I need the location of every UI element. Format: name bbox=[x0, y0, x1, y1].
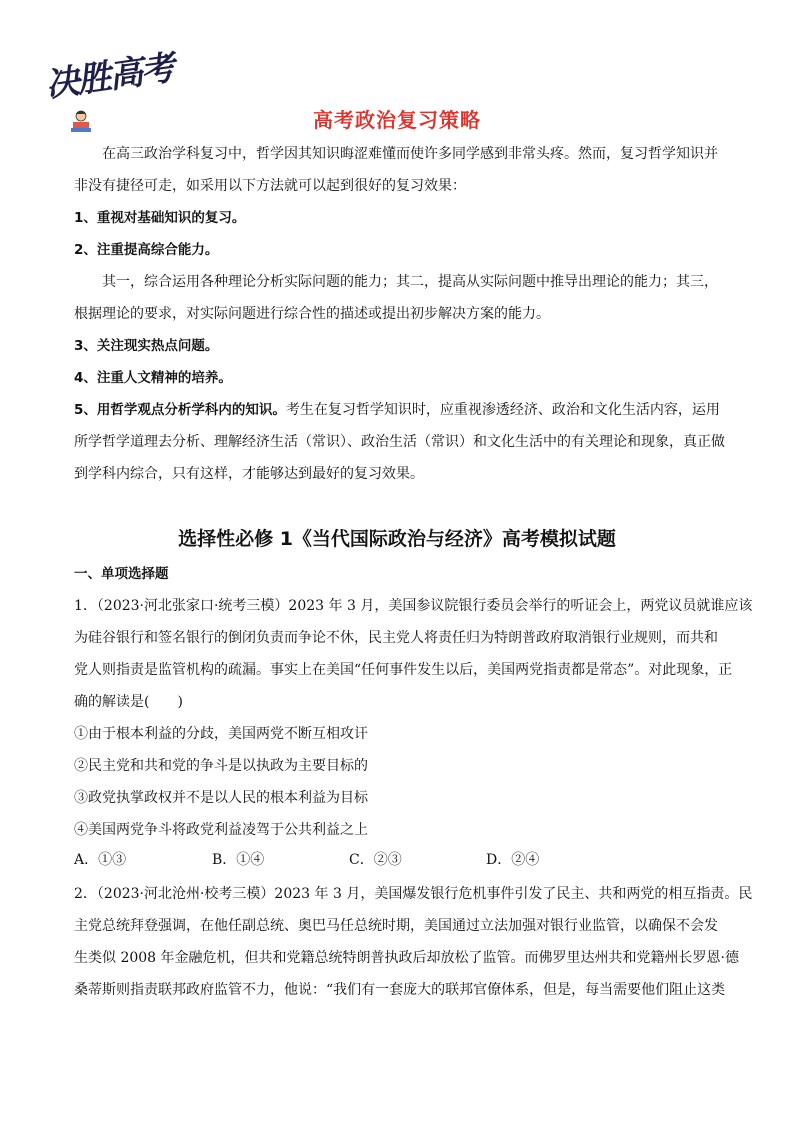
question-2-line: 桑蒂斯则指责联邦政府监管不力，他说：“我们有一套庞大的联邦官僚体系，但是，每当需要他们阻止这类 bbox=[74, 982, 726, 998]
section-title: 选择性必修 1《当代国际政治与经济》高考模拟试题 bbox=[178, 528, 616, 550]
question-1-line: 1．（2023·河北张家口·统考三模）2023 年 3 月，美国参议院银行委员会举行的听证会上，两党议员就谁应该 bbox=[74, 598, 753, 614]
question-2-line: 主党总统拜登强调，在他任副总统、奥巴马任总统时期，美国通过立法加强对银行业监管，以确保不会发 bbox=[74, 918, 718, 934]
question-2-line: 生类似 2008 年金融危机，但共和党籍总统特朗普执政后却放松了监管。而佛罗里达州共和党籍州长罗恩·德 bbox=[74, 950, 739, 966]
point-text: 考生在复习哲学知识时，应重视渗透经济、政治和文化生活内容，运用 bbox=[285, 402, 720, 418]
intro-line: 在高三政治学科复习中，哲学因其知识晦涩难懂而使许多同学感到非常头疼。然而，复习哲学知识并 bbox=[102, 146, 718, 162]
question-1-line: 为硅谷银行和签名银行的倒闭负责而争论不休，民主党人将责任归为特朗普政府取消银行业规则，而共和 bbox=[74, 630, 718, 646]
question-1-option: ④美国两党争斗将政党利益凌驾于公共利益之上 bbox=[74, 822, 368, 838]
intro-line: 非没有捷径可走，如采用以下方法就可以起到很好的复习效果： bbox=[74, 178, 466, 194]
point-text: 根据理论的要求，对实际问题进行综合性的描述或提出初步解决方案的能力。 bbox=[74, 306, 550, 322]
logo-text: 决胜高考 bbox=[43, 48, 176, 106]
point-text: 其一，综合运用各种理论分析实际问题的能力；其二，提高从实际问题中推导出理论的能力；其三， bbox=[102, 274, 718, 290]
question-1-option: ②民主党和共和党的争斗是以执政为主要目标的 bbox=[74, 758, 368, 774]
point-text: 到学科内综合，只有这样，才能够达到最好的复习效果。 bbox=[74, 466, 424, 482]
subsection-title: 一、单项选择题 bbox=[74, 566, 169, 582]
point-text: 所学哲学道理去分析、理解经济生活（常识）、政治生活（常识）和文化生活中的有关理论和现象，真正做 bbox=[74, 434, 725, 450]
question-1-option: ①由于根本利益的分歧，美国两党不断互相攻讦 bbox=[74, 726, 368, 742]
point-heading: 2、注重提高综合能力。 bbox=[74, 242, 219, 258]
point-heading: 1、重视对基础知识的复习。 bbox=[74, 210, 246, 226]
point-heading: 4、注重人文精神的培养。 bbox=[74, 370, 232, 386]
question-1-line: 确的解读是( ) bbox=[74, 694, 183, 710]
choice-a[interactable]: A．①③ bbox=[74, 852, 127, 868]
choice-c[interactable]: C．②③ bbox=[349, 852, 402, 868]
point-heading: 3、关注现实热点问题。 bbox=[74, 338, 219, 354]
point-heading: 5、用哲学观点分析学科内的知识。 bbox=[74, 402, 286, 418]
point-5-line bbox=[74, 400, 724, 420]
question-1-line: 党人则指责是监管机构的疏漏。事实上在美国“任何事件发生以后，美国两党指责都是常态”。对此现象，正 bbox=[74, 662, 733, 678]
page-title: 高考政治复习策略 bbox=[313, 108, 481, 132]
question-1-option: ③政党执掌政权并不是以人民的根本利益为目标 bbox=[74, 790, 368, 806]
choice-b[interactable]: B．①④ bbox=[212, 852, 265, 868]
choice-d[interactable]: D．②④ bbox=[486, 852, 540, 868]
question-2-line: 2．（2023·河北沧州·校考三模）2023 年 3 月，美国爆发银行危机事件引发了民主、共和两党的相互指责。民 bbox=[74, 886, 753, 902]
question-1-choices bbox=[74, 849, 724, 869]
